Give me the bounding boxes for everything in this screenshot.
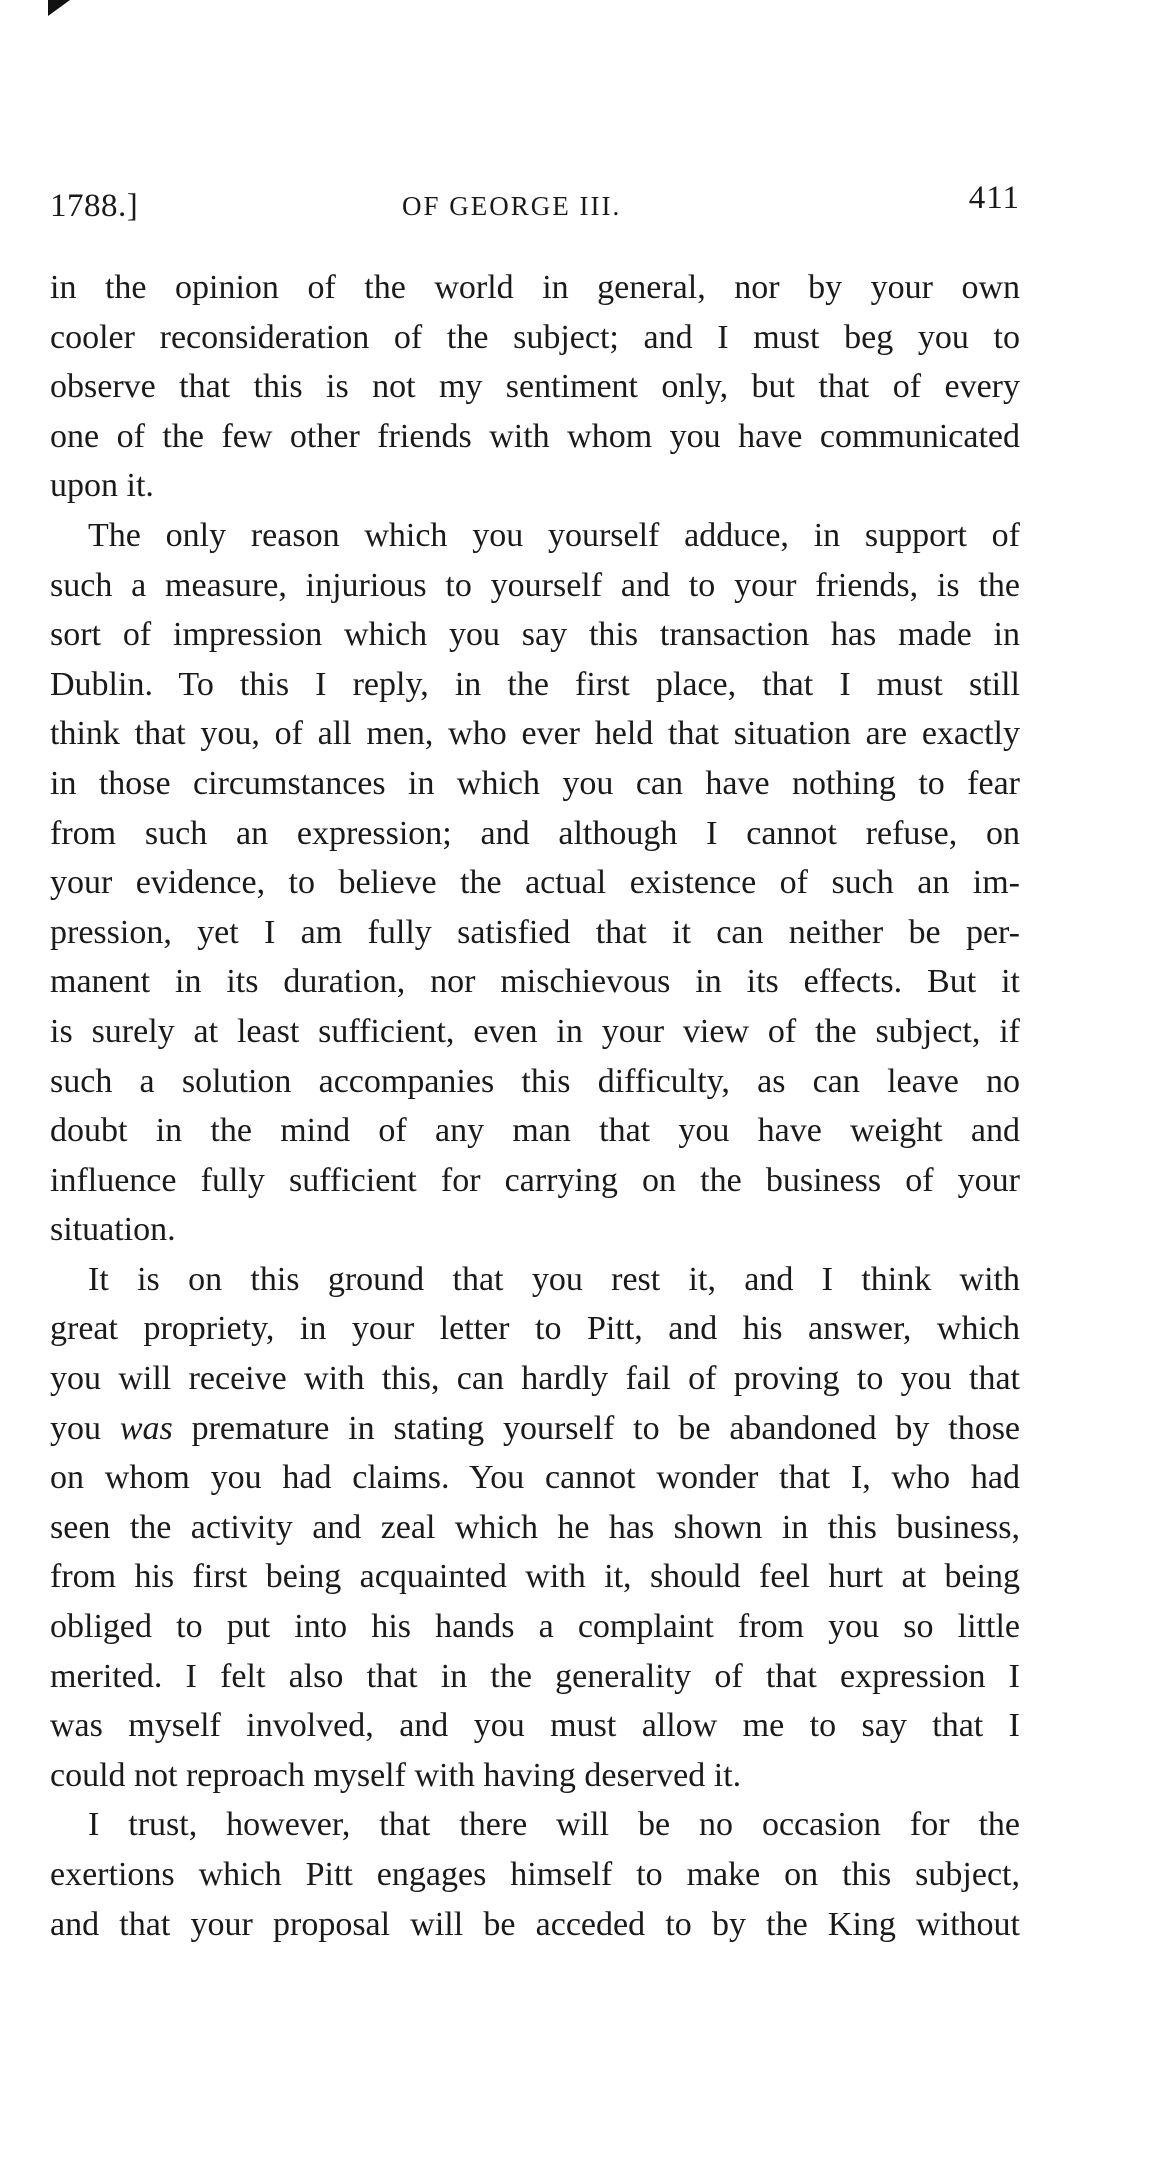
text-line: could not reproach myself with having deserved it.: [50, 1756, 742, 1794]
text-line: and that your proposal will be acceded to by the King without: [50, 1905, 1020, 1943]
text-line: you will receive with this, can hardly fail of proving to you that: [50, 1360, 1020, 1398]
text-line: influence fully sufficient for carrying on the business of your: [50, 1161, 1020, 1199]
text-line: obliged to put into his hands a complaint from you so little: [50, 1608, 1020, 1646]
text-line: think that you, of all men, who ever held that situation are exactly: [50, 715, 1020, 753]
text-line: was myself involved, and you must allow me to say that I: [50, 1707, 1020, 1745]
text-line: one of the few other friends with whom you have communicated: [50, 417, 1020, 455]
text-line-italic-was: [50, 1404, 1020, 1454]
text-line: is surely at least sufficient, even in your view of the subject, if: [50, 1012, 1020, 1050]
text-line: merited. I felt also that in the generality of that expression I: [50, 1657, 1020, 1695]
text-line: great propriety, in your letter to Pitt, and his answer, which: [50, 1310, 1020, 1348]
text-line: Dublin. To this I reply, in the first place, that I must still: [50, 665, 1020, 703]
header-year: 1788.]: [50, 188, 139, 224]
text-line: upon it.: [50, 467, 154, 505]
text-line: from his first being acquainted with it, should feel hurt at being: [50, 1558, 1020, 1596]
page-body: [50, 263, 1020, 1949]
line-prefix: you: [50, 1409, 120, 1447]
line-rest: premature in stating yourself to be abandoned by those: [191, 1409, 1021, 1447]
text-line: doubt in the mind of any man that you have weight and: [50, 1112, 1020, 1150]
text-line: exertions which Pitt engages himself to make on this subject,: [50, 1856, 1020, 1893]
text-line: I trust, however, that there will be no occasion for the: [88, 1806, 1020, 1844]
text-line: The only reason which you yourself adduce, in support of: [88, 516, 1020, 554]
text-line: in those circumstances in which you can have nothing to fear: [50, 764, 1020, 802]
text-line: such a solution accompanies this difficulty, as can leave no: [50, 1062, 1020, 1100]
text-line: your evidence, to believe the actual existence of such an im-: [50, 864, 1020, 902]
page-number: 411: [968, 180, 1020, 216]
header-title: OF GEORGE III.: [402, 191, 622, 221]
text-line: manent in its duration, nor mischievous in its effects. But it: [50, 963, 1020, 1001]
text-line: such a measure, injurious to yourself and to your friends, is the: [50, 566, 1020, 604]
running-head: [50, 180, 1020, 230]
text-line: situation.: [50, 1211, 176, 1249]
text-line: from such an expression; and although I cannot refuse, on: [50, 814, 1020, 852]
text-line: in the opinion of the world in general, nor by your own: [50, 269, 1020, 306]
text-line: seen the activity and zeal which he has shown in this business,: [50, 1508, 1020, 1546]
text-line: cooler reconsideration of the subject; and I must beg you to: [50, 318, 1020, 356]
corner-mark: [48, 0, 70, 16]
text-line: observe that this is not my sentiment only, but that of every: [50, 368, 1020, 406]
text-line: pression, yet I am fully satisfied that it can neither be per-: [50, 913, 1020, 951]
text-line: It is on this ground that you rest it, and I think with: [88, 1260, 1020, 1298]
text-line: on whom you had claims. You cannot wonder that I, who had: [50, 1459, 1020, 1497]
italic-word: was: [119, 1409, 173, 1447]
text-line: sort of impression which you say this transaction has made in: [50, 616, 1020, 654]
